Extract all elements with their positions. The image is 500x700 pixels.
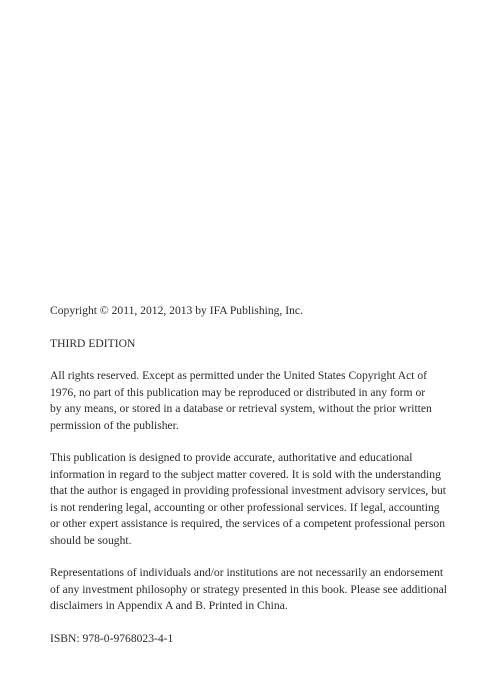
- text-line: should be sought.: [50, 533, 132, 547]
- text-line: Representations of individuals and/or institutions are not necessarily an endorsement: [50, 566, 444, 579]
- text-line: All rights reserved. Except as permitted under the United States Copyright Act of: [50, 369, 428, 382]
- text-line: is not rendering legal, accounting or other professional services. If legal, accounting: [50, 500, 440, 514]
- rights-reserved-paragraph: [50, 368, 440, 434]
- text-line: by any means, or stored in a database or retrieval system, without the prior written: [50, 402, 432, 415]
- representations-paragraph: [50, 565, 448, 615]
- text-line: disclaimers in Appendix A and B. Printed in China.: [50, 599, 288, 612]
- copyright-line: Copyright © 2011, 2012, 2013 by IFA Publishing, Inc.: [50, 304, 303, 317]
- disclaimer-paragraph: [50, 450, 447, 549]
- text-line: of any investment philosophy or strategy presented in this book. Please see additional: [50, 582, 448, 596]
- text-line: that the author is engaged in providing professional investment advisory services, but: [50, 484, 447, 497]
- copyright-block: [50, 303, 448, 647]
- text-line: or other expert assistance is required, the services of a competent professional person: [50, 517, 446, 530]
- text-line: 1976, no part of this publication may be reproduced or distributed in any form or: [50, 385, 426, 399]
- text-line: permission of the publisher.: [50, 418, 179, 432]
- text-line: information in regard to the subject matter covered. It is sold with the understanding: [50, 467, 441, 481]
- edition-label: THIRD EDITION: [50, 336, 136, 350]
- isbn-line: ISBN: 978-0-9768023-4-1: [50, 631, 174, 645]
- text-line: This publication is designed to provide accurate, authoritative and educational: [50, 451, 413, 464]
